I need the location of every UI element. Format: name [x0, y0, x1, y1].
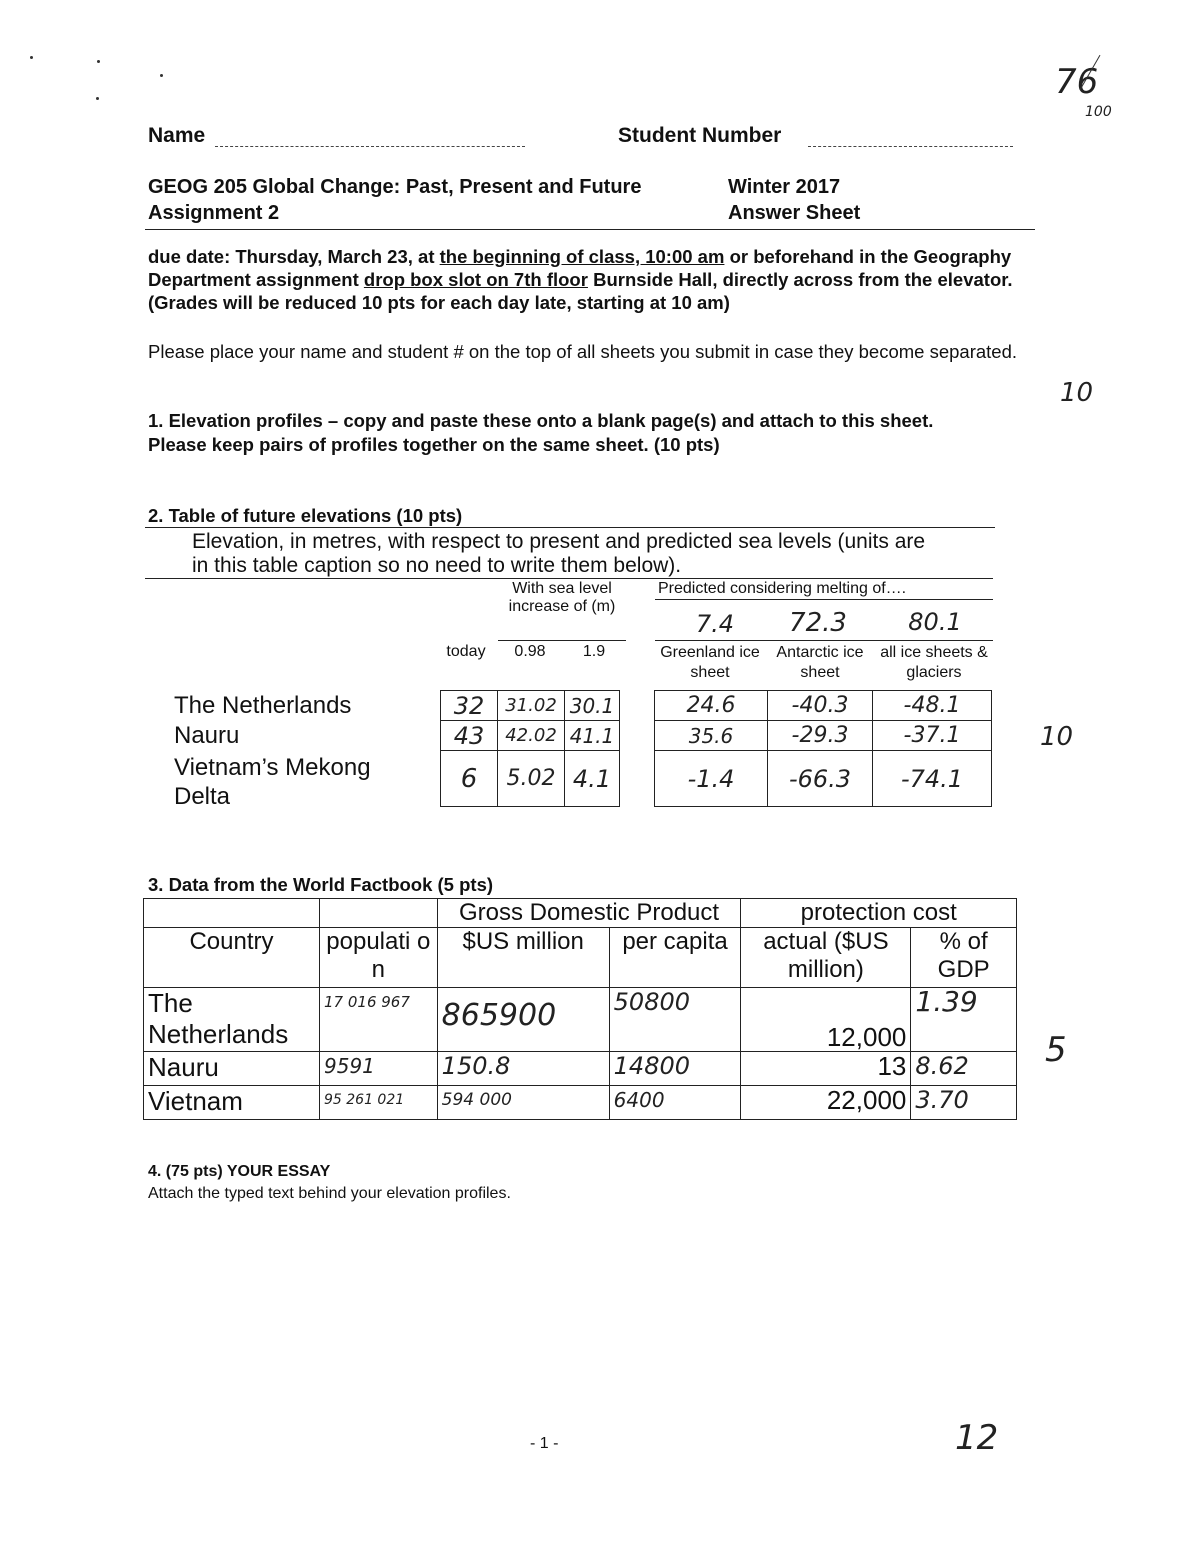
- col-per-capita: per capita: [609, 928, 741, 988]
- melt-values-rule: [655, 640, 993, 641]
- row-country-vietnam: Vietnam: [144, 1086, 320, 1120]
- col-country: Country: [144, 928, 320, 988]
- empty-header-cell: [320, 899, 438, 928]
- gdp-group-header: Gross Domestic Product: [437, 899, 741, 928]
- scan-speck: [30, 56, 33, 59]
- q1-line2: Please keep pairs of profiles together on the same sheet. (10 pts): [148, 434, 720, 455]
- q4-score: 12: [955, 1418, 999, 1458]
- nl-gdp: 865900: [437, 988, 609, 1052]
- q3-heading: 3. Data from the World Factbook (5 pts): [148, 874, 494, 895]
- q4-instructions: Attach the typed text behind your elevation profiles.: [148, 1185, 511, 1202]
- row-label-nauru: Nauru: [174, 722, 240, 749]
- nauru-gdp: 150.8: [437, 1052, 609, 1086]
- cell-nauru-19: 41.1: [565, 721, 620, 751]
- due-prefix: due date:: [148, 246, 231, 267]
- q1-score: 10: [1060, 378, 1094, 408]
- scan-speck: [160, 74, 163, 77]
- student-number-field-line: [808, 146, 1013, 147]
- melting-group-header: Predicted considering melting of….: [658, 580, 907, 597]
- student-number-label: Student Number: [618, 124, 782, 147]
- cell-mekong-19: 4.1: [565, 751, 620, 807]
- due-date-paragraph: [148, 245, 1028, 314]
- cell-mekong-today: 6: [441, 751, 498, 807]
- melt-value-antarctic: 72.3: [789, 608, 847, 638]
- col-greenland: Greenland ice sheet: [660, 644, 760, 681]
- col-actual-cost: actual ($US million): [741, 928, 911, 988]
- elevation-table-sea-level: [440, 690, 620, 807]
- sea-level-group-header: With sea level increase of (m): [508, 580, 616, 615]
- q2-caption-rule: [145, 578, 993, 579]
- cell-nl-today: 32: [441, 691, 498, 721]
- cell-nauru-antarctic: -29.3: [768, 721, 873, 751]
- col-today: today: [446, 643, 486, 660]
- cell-nl-all: -48.1: [873, 691, 992, 721]
- cell-nauru-today: 43: [441, 721, 498, 751]
- elevation-table-melting: [654, 690, 992, 807]
- vietnam-gdp: 594 000: [437, 1086, 609, 1120]
- name-label: Name: [148, 124, 206, 147]
- q2-heading-rule: [145, 527, 995, 528]
- name-field-line: [215, 146, 525, 147]
- total-score: 76: [1055, 62, 1099, 102]
- dropbox-location: drop box slot on 7th floor: [363, 269, 588, 290]
- cell-mekong-greenland: -1.4: [655, 751, 768, 807]
- nauru-population: 9591: [320, 1052, 438, 1086]
- q2-heading: 2. Table of future elevations (10 pts): [148, 505, 463, 526]
- vietnam-per-capita: 6400: [609, 1086, 741, 1120]
- melting-header-rule: [655, 599, 993, 600]
- nauru-pct-gdp: 8.62: [911, 1052, 1017, 1086]
- cell-mekong-antarctic: -66.3: [768, 751, 873, 807]
- nl-pct-gdp: 1.39: [911, 988, 1017, 1052]
- cell-nl-antarctic: -40.3: [768, 691, 873, 721]
- term: Winter 2017: [728, 176, 841, 198]
- q4-heading: 4. (75 pts) YOUR ESSAY: [148, 1163, 331, 1180]
- nl-per-capita: 50800: [609, 988, 741, 1052]
- assignment-label: Assignment 2: [148, 202, 280, 224]
- due-date: Thursday, March 23, at: [235, 246, 435, 267]
- col-population: populati on: [320, 928, 438, 988]
- cell-nl-19: 30.1: [565, 691, 620, 721]
- col-gdp-million: $US million: [437, 928, 609, 988]
- col-pct-gdp: % of GDP: [911, 928, 1017, 988]
- melt-value-all: 80.1: [908, 608, 962, 636]
- q2-caption-line1: Elevation, in metres, with respect to present and predicted sea levels (units are: [192, 530, 926, 553]
- page-number: - 1 -: [530, 1435, 559, 1452]
- q3-score: 5: [1045, 1030, 1067, 1070]
- due-mid: or beforehand in the Geography Department assignment: [148, 246, 1012, 290]
- sheet-type: Answer Sheet: [728, 202, 861, 224]
- cell-nl-greenland: 24.6: [655, 691, 768, 721]
- col-all-ice: all ice sheets & glaciers: [880, 644, 988, 681]
- course-title: GEOG 205 Global Change: Past, Present and Future: [148, 176, 642, 198]
- row-label-mekong: Vietnam’s Mekong Delta: [174, 754, 371, 810]
- q2-caption-line2: in this table caption so no need to write them below).: [192, 554, 682, 577]
- nauru-per-capita: 14800: [609, 1052, 741, 1086]
- header-divider: [145, 229, 1035, 230]
- cell-nauru-098: 42.02: [498, 721, 565, 751]
- due-rest: Burnside Hall, directly across from the elevator. (Grades will be reduced 10 pts for each day late, starting at 10 am): [148, 269, 1013, 313]
- vietnam-population: 95 261 021: [320, 1086, 438, 1120]
- instructions-note: Please place your name and student # on the top of all sheets you submit in case they become separated.: [148, 341, 1018, 362]
- col-098: 0.98: [514, 643, 546, 660]
- sea-level-values-rule: [498, 640, 626, 641]
- due-time: the beginning of class, 10:00 am: [439, 246, 725, 267]
- nl-actual-cost: 12,000: [741, 988, 911, 1052]
- cell-mekong-all: -74.1: [873, 751, 992, 807]
- q1-line1: 1. Elevation profiles – copy and paste these onto a blank page(s) and attach to this sheet.: [148, 410, 934, 431]
- q2-score: 10: [1040, 722, 1074, 752]
- nl-population: 17 016 967: [320, 988, 438, 1052]
- cell-nauru-all: -37.1: [873, 721, 992, 751]
- cell-nauru-greenland: 35.6: [655, 721, 768, 751]
- vietnam-pct-gdp: 3.70: [911, 1086, 1017, 1120]
- world-factbook-table: [143, 898, 1017, 1120]
- scan-speck: [97, 60, 100, 63]
- row-country-netherlands: The Netherlands: [144, 988, 320, 1052]
- protection-group-header: protection cost: [741, 899, 1017, 928]
- nauru-actual-cost: 13: [741, 1052, 911, 1086]
- empty-header-cell: [144, 899, 320, 928]
- melt-value-greenland: 7.4: [695, 610, 735, 638]
- col-antarctic: Antarctic ice sheet: [776, 644, 864, 681]
- row-country-nauru: Nauru: [144, 1052, 320, 1086]
- scan-speck: [96, 97, 99, 100]
- row-label-netherlands: The Netherlands: [174, 692, 352, 719]
- total-out-of: 100: [1085, 104, 1112, 120]
- vietnam-actual-cost: 22,000: [741, 1086, 911, 1120]
- cell-nl-098: 31.02: [498, 691, 565, 721]
- cell-mekong-098: 5.02: [498, 751, 565, 807]
- col-19: 1.9: [582, 643, 606, 660]
